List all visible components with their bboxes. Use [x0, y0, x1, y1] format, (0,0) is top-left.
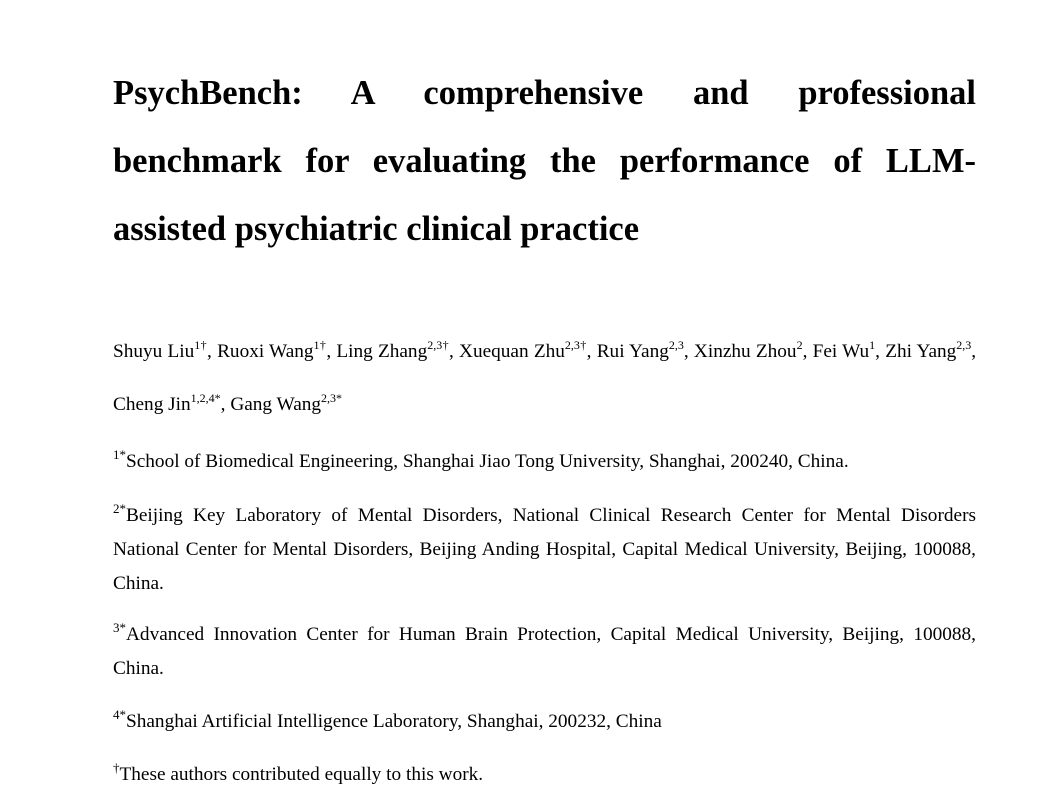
affiliation-text: School of Biomedical Engineering, Shanghai Jiao Tong University, Shanghai, 200240, China. — [126, 451, 849, 472]
author-affiliation-mark: 2,3 — [668, 337, 684, 352]
affiliation-text: Shanghai Artificial Intelligence Laboratory, Shanghai, 200232, China — [126, 711, 662, 732]
author-name: Cheng Jin — [113, 394, 191, 415]
author-name: Xinzhu Zhou — [693, 341, 797, 362]
author-name: Ruoxi Wang — [217, 341, 314, 362]
author-name: Gang Wang — [230, 394, 322, 415]
affiliation-mark: 4* — [113, 706, 126, 722]
author-affiliation-mark: 1 — [869, 337, 876, 352]
affiliation-2 — [113, 499, 976, 601]
equal-contribution-text: These authors contributed equally to this work. — [119, 764, 484, 785]
author-name: Xuequan Zhu — [459, 341, 565, 362]
paper-title: PsychBench: A comprehensive and professional benchmark for evaluating the performance of LLM-assisted psychiatric clinical practice — [113, 74, 976, 248]
author-list: Shuyu Liu$^{1\dagger}$, Ruoxi Wang$^{1\dagger}$, Ling Zhang$^{2,3\dagger}$, Xuequan Zhu$^{2,3\dagger}$, Rui Yang$^{2,3}$, Xinzhu Zhou$^2$, Fei Wu$^1$, Zhi Yang$^{2,3}$, Cheng Jin$^{1,2,4*}$, Gang Wang$^{2,3*}$ — [113, 337, 977, 415]
affiliation-text: Beijing Key Laboratory of Mental Disorders, National Clinical Research Center for Mental Disorders National Center for Mental Disorders, Beijing Anding Hospital, Capital Medical University, Beijing, 100088, China. — [113, 505, 976, 594]
author-affiliation-mark: 1† — [313, 337, 327, 352]
affiliation-mark: 3* — [113, 619, 126, 635]
author-affiliation-mark: 2,3* — [321, 390, 343, 405]
author-affiliation-mark: 2 — [796, 337, 803, 352]
affiliation-3 — [113, 618, 976, 686]
author-affiliation-mark: 2,3† — [564, 337, 587, 352]
affiliation-mark: 2* — [113, 500, 126, 516]
author-affiliation-mark: 1,2,4* — [190, 390, 221, 405]
author-affiliation-mark: 1† — [194, 337, 208, 352]
author-affiliation-mark: 2,3† — [427, 337, 449, 352]
author-name: Rui Yang — [596, 341, 669, 362]
author-name: Ling Zhang — [336, 341, 428, 362]
affiliation-mark: 1* — [113, 446, 126, 462]
author-name: Fei Wu — [812, 341, 870, 362]
affiliation-1 — [113, 445, 976, 479]
author-affiliation-mark: 2,3 — [956, 337, 972, 352]
equal-contribution-note — [113, 758, 976, 792]
affiliation-4 — [113, 705, 976, 739]
author-name: Shuyu Liu — [113, 341, 195, 362]
affiliation-text: Advanced Innovation Center for Human Brain Protection, Capital Medical University, Beijing, 100088, China. — [113, 624, 976, 679]
author-name: Zhi Yang — [885, 341, 957, 362]
equal-contribution-mark: † — [113, 759, 120, 775]
